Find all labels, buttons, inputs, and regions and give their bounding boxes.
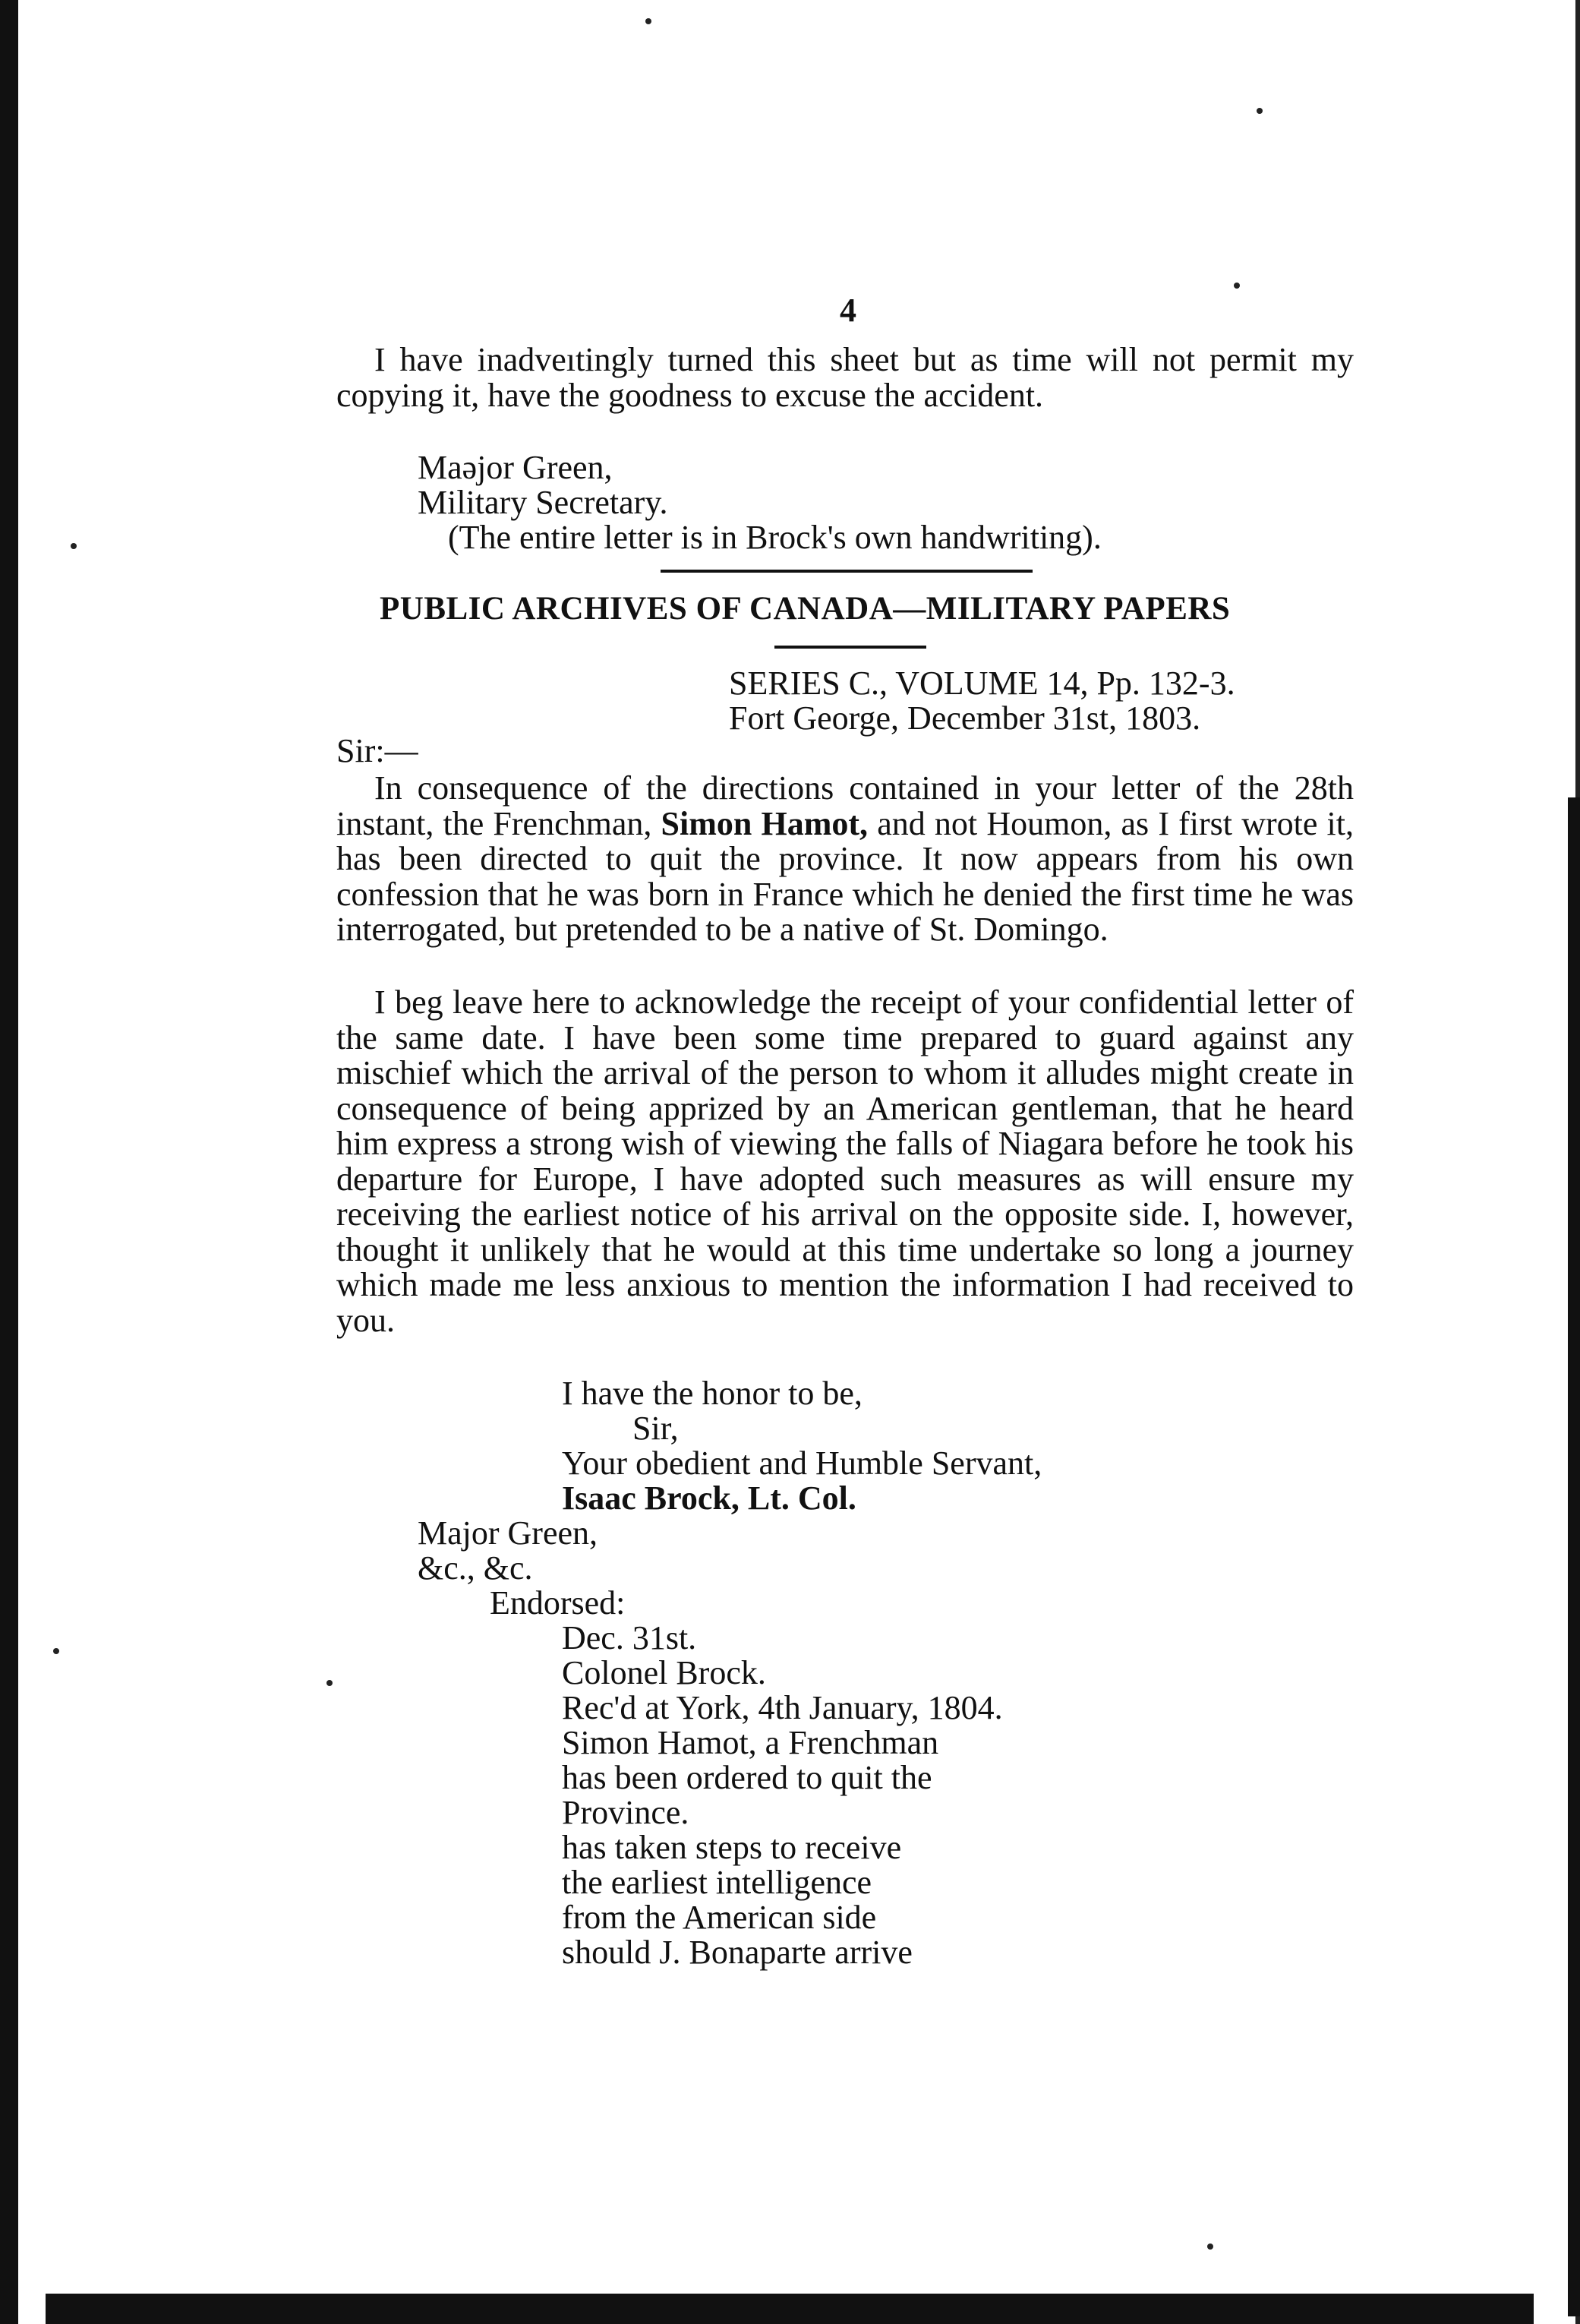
scan-speck (71, 543, 77, 549)
addressee-title: Military Secretary. (418, 484, 668, 521)
endorsement-line: the earliest intelligence (562, 1864, 872, 1901)
endorsement-line: has been ordered to quit the (562, 1759, 932, 1796)
addressee-name: Maəjor Green, (418, 449, 613, 486)
closing-line-3: Your obedient and Humble Servant, (562, 1445, 1042, 1482)
frenchman-name: Simon Hamot, (661, 804, 869, 842)
signature: Isaac Brock, Lt. Col. (562, 1479, 856, 1517)
series-reference: SERIES C., VOLUME 14, Pp. 132-3. (729, 665, 1235, 702)
scan-speck (1234, 283, 1240, 289)
letter-paragraph-1: In consequence of the directions contained in your letter of the 28th instant, the Frenchman, Simon Hamot, and not Houmon, as I first wrote it, has been directed to quit the province. It now appears from his own confession that he was born in France which he denied the first time he was interrogated, but pretended to be a native of St. Domingo. (336, 769, 1354, 948)
scan-speck (1257, 108, 1263, 114)
salutation: Sir:— (336, 732, 418, 769)
scan-speck (645, 18, 651, 24)
endorsement-line: Dec. 31st. (562, 1619, 697, 1656)
letter-paragraph-2: I beg leave here to acknowledge the receipt of your confidential letter of the same date. I have been some time prepared to guard against any mischief which the arrival of the person to whom it alludes might create in consequence of being apprized by an American gentleman, that he heard him express a strong wish of viewing the falls of Niagara before he took his departure for Europe, I have adopted such measures as will ensure my receiving the earliest notice of his arrival on the opposite side. I, however, thought it unlikely that he would at this time undertake so long a journey which made me less anxious to mention the information I had received to you. (336, 984, 1354, 1339)
closing-line-1: I have the honor to be, (562, 1375, 863, 1412)
closing-line-2: Sir, (632, 1410, 679, 1447)
endorsement-line: should J. Bonaparte arrive (562, 1934, 913, 1971)
page-number: 4 (840, 292, 856, 329)
divider-rule (661, 570, 1033, 573)
endorsement-line: Rec'd at York, 4th January, 1804. (562, 1689, 1003, 1726)
opening-paragraph: I have inadveıtingly turned this sheet but as time will not permit my copying it, have the goodness to excuse the accident. (336, 341, 1354, 414)
recipient-etc: &c., &c. (418, 1549, 533, 1587)
handwriting-note: (The entire letter is in Brock's own handwriting). (448, 519, 1102, 556)
divider-rule-short (774, 646, 926, 649)
scan-speck (326, 1680, 333, 1686)
scan-border-right-shadow (1568, 797, 1580, 2316)
archives-heading: PUBLIC ARCHIVES OF CANADA—MILITARY PAPERS (380, 591, 1231, 627)
endorsement-line: Colonel Brock. (562, 1654, 766, 1691)
endorsement-line: has taken steps to receive (562, 1829, 902, 1866)
endorsed-label: Endorsed: (490, 1584, 626, 1621)
recipient-name: Major Green, (418, 1514, 598, 1552)
scan-border-bottom (46, 2294, 1534, 2324)
scan-speck (53, 1648, 59, 1654)
endorsement-line: from the American side (562, 1899, 877, 1936)
endorsement-line: Province. (562, 1794, 689, 1831)
scan-border-left (0, 0, 18, 2324)
place-date: Fort George, December 31st, 1803. (729, 699, 1201, 737)
endorsement-line: Simon Hamot, a Frenchman (562, 1724, 939, 1761)
scan-speck (1207, 2243, 1213, 2250)
